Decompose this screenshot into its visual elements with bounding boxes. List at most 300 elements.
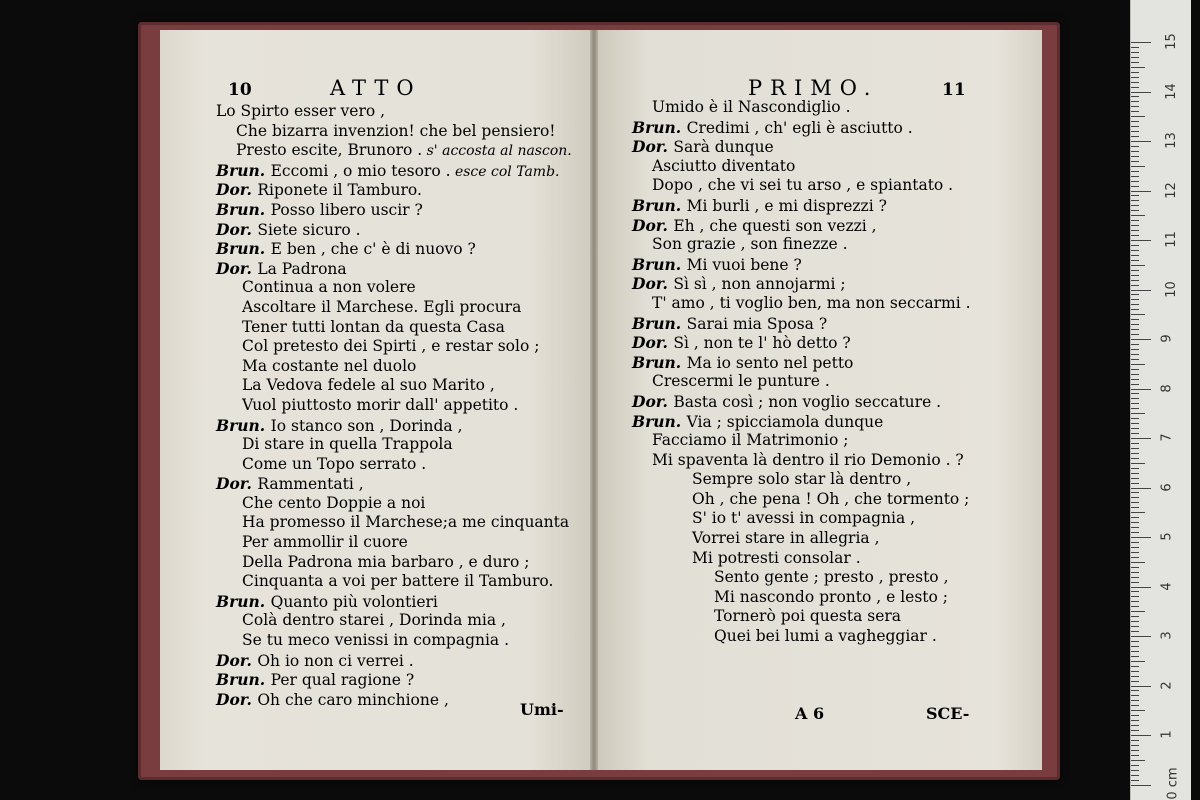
text-line — [216, 592, 572, 612]
ruler-tick — [1131, 631, 1139, 632]
line-text: Credimi , ch' egli è asciutto . — [686, 118, 913, 137]
ruler-tick — [1131, 483, 1139, 484]
speaker-name: Brun. — [216, 160, 271, 180]
line-text: Asciutto diventato — [652, 156, 796, 175]
line-text: Mi nascondo pronto , e lesto ; — [714, 587, 948, 606]
ruler-tick — [1131, 433, 1139, 434]
text-line — [216, 396, 572, 416]
line-text: Riponete il Tamburo. — [257, 181, 422, 200]
ruler-tick — [1131, 314, 1145, 315]
ruler-tick — [1131, 700, 1139, 701]
ruler-tick — [1131, 651, 1139, 652]
text-line — [216, 416, 572, 436]
ruler-tick — [1131, 641, 1139, 642]
ruler-number: 12 — [1163, 181, 1179, 199]
ruler-tick — [1131, 344, 1139, 345]
line-text: E ben , che c' è di nuovo ? — [270, 240, 476, 259]
ruler-tick — [1131, 458, 1139, 459]
ruler-tick — [1131, 567, 1139, 568]
ruler-tick — [1131, 191, 1151, 192]
text-line — [632, 412, 971, 432]
line-text: Vuol piuttosto morir dall' appetito . — [242, 395, 519, 414]
ruler-tick — [1131, 686, 1151, 687]
ruler-tick — [1131, 408, 1139, 409]
line-text: Per ammollir il cuore — [242, 533, 408, 552]
text-line — [216, 494, 572, 514]
signature-mark: A 6 — [795, 704, 825, 723]
text-line — [632, 431, 971, 451]
ruler-tick — [1131, 423, 1139, 424]
speaker-name: Dor. — [216, 689, 258, 709]
line-text: Son grazie , son finezze . — [652, 235, 848, 254]
speaker-name: Brun. — [216, 415, 271, 435]
left-catchword: Umi- — [520, 700, 564, 719]
ruler-number: 1 — [1159, 730, 1175, 739]
line-text: Sì sì , non annojarmi ; — [673, 275, 846, 294]
ruler-tick — [1131, 324, 1139, 325]
ruler-tick — [1131, 512, 1145, 513]
text-line — [632, 490, 971, 510]
ruler-tick — [1131, 364, 1145, 365]
ruler-number: 15 — [1163, 33, 1179, 50]
ruler-tick — [1131, 121, 1139, 122]
ruler-number: 2 — [1159, 680, 1175, 690]
ruler-tick — [1131, 413, 1145, 414]
ruler-tick — [1131, 492, 1139, 493]
stage-direction: s' accosta al nascon. — [422, 143, 572, 160]
ruler-tick — [1131, 294, 1139, 295]
line-text: Eccomi , o mio tesoro . — [270, 161, 451, 180]
ruler-tick — [1131, 542, 1139, 543]
speaker-name: Dor. — [632, 215, 674, 235]
speaker-name: Brun. — [632, 117, 687, 137]
ruler-tick — [1131, 141, 1151, 142]
ruler-tick — [1131, 478, 1139, 479]
text-line — [632, 509, 971, 529]
text-line — [632, 137, 971, 157]
line-text: Vorrei stare in allegria , — [692, 529, 880, 548]
line-text: Io stanco son , Dorinda , — [270, 416, 463, 435]
ruler-tick — [1131, 176, 1139, 177]
line-text: Facciamo il Matrimonio ; — [652, 431, 849, 450]
text-line — [632, 294, 971, 314]
line-text: Dopo , che vi sei tu arso , e spiantato . — [652, 176, 954, 195]
text-line — [216, 259, 572, 279]
ruler-tick — [1131, 304, 1139, 305]
text-line — [216, 278, 572, 298]
speaker-name: Dor. — [216, 474, 258, 494]
ruler-tick — [1131, 418, 1139, 419]
ruler-tick — [1131, 532, 1139, 533]
text-line — [632, 196, 971, 216]
ruler-number: 7 — [1159, 433, 1175, 442]
stage-direction: esce col Tamb. — [450, 163, 560, 180]
ruler-tick — [1131, 349, 1139, 350]
ruler-tick — [1131, 507, 1139, 508]
line-text: Mi potresti consolar . — [692, 548, 861, 567]
ruler-tick — [1131, 285, 1139, 286]
text-line — [632, 157, 971, 177]
text-line — [632, 568, 971, 588]
ruler-tick — [1131, 473, 1139, 474]
ruler-tick — [1131, 87, 1139, 88]
ruler-tick — [1131, 389, 1151, 390]
text-line — [216, 220, 572, 240]
line-text: Se tu meco venissi in compagnia . — [242, 631, 510, 650]
line-text: Posso libero uscir ? — [270, 200, 423, 219]
ruler-tick — [1131, 587, 1151, 588]
ruler-tick — [1131, 775, 1139, 776]
text-line — [632, 549, 971, 569]
ruler-tick — [1131, 151, 1139, 152]
speaker-name: Dor. — [632, 274, 674, 294]
ruler-tick — [1131, 77, 1139, 78]
ruler-tick — [1131, 220, 1139, 221]
ruler-tick — [1131, 527, 1139, 528]
text-line — [216, 670, 572, 690]
ruler-tick — [1131, 735, 1151, 736]
ruler-tick — [1131, 770, 1139, 771]
line-text: Che bizarra invenzion! che bel pensiero! — [236, 121, 556, 140]
line-text: La Padrona — [257, 259, 347, 278]
ruler-tick — [1131, 502, 1139, 503]
ruler-tick — [1131, 106, 1139, 107]
ruler-tick — [1131, 260, 1139, 261]
speaker-name: Brun. — [632, 411, 687, 431]
line-text: Sempre solo star là dentro , — [692, 470, 912, 489]
ruler-tick — [1131, 101, 1139, 102]
ruler-tick — [1131, 181, 1139, 182]
text-line — [216, 513, 572, 533]
text-line — [632, 98, 971, 118]
left-text-block — [216, 102, 572, 709]
ruler-tick — [1131, 785, 1151, 786]
ruler-tick — [1131, 537, 1151, 538]
ruler-tick — [1131, 265, 1145, 266]
ruler-tick — [1131, 52, 1139, 53]
ruler-tick — [1131, 116, 1145, 117]
ruler-tick — [1131, 725, 1139, 726]
ruler-tick — [1131, 661, 1145, 662]
ruler-number: 14 — [1163, 82, 1179, 100]
text-line — [216, 611, 572, 631]
line-text: Ascoltare il Marchese. Egli procura — [242, 297, 522, 316]
ruler-tick — [1131, 715, 1139, 716]
ruler-tick — [1131, 136, 1139, 137]
text-line — [216, 474, 572, 494]
ruler-tick — [1131, 146, 1139, 147]
line-text: Sento gente ; presto , presto , — [714, 568, 949, 587]
ruler-tick — [1131, 92, 1151, 93]
ruler-tick — [1131, 205, 1139, 206]
speaker-name: Dor. — [216, 180, 258, 200]
ruler-tick — [1131, 369, 1139, 370]
ruler-tick — [1131, 42, 1151, 43]
line-text: Mi vuoi bene ? — [686, 255, 802, 274]
ruler-tick — [1131, 57, 1139, 58]
text-line — [216, 690, 572, 710]
ruler-tick — [1131, 710, 1145, 711]
text-line — [216, 141, 572, 161]
ruler-number: 10 — [1163, 280, 1179, 298]
line-text: Mi burli , e mi disprezzi ? — [686, 196, 887, 215]
book-gutter — [590, 30, 598, 770]
ruler-unit-label: 0 cm — [1165, 767, 1181, 800]
ruler-tick — [1131, 235, 1139, 236]
ruler-tick — [1131, 448, 1139, 449]
ruler-tick — [1131, 547, 1139, 548]
line-text: Ma costante nel duolo — [242, 356, 417, 375]
ruler-tick — [1131, 591, 1139, 592]
text-line — [216, 161, 572, 181]
speaker-name: Dor. — [632, 391, 674, 411]
ruler-tick — [1131, 210, 1139, 211]
line-text: Basta così ; non voglio seccature . — [673, 392, 942, 411]
line-text: Di stare in quella Trappola — [242, 435, 453, 454]
ruler-tick — [1131, 255, 1139, 256]
ruler-tick — [1131, 681, 1139, 682]
line-text: Crescermi le punture . — [652, 372, 830, 391]
ruler-tick — [1131, 374, 1139, 375]
ruler-tick — [1131, 166, 1145, 167]
ruler-tick — [1131, 676, 1139, 677]
line-text: Continua a non volere — [242, 278, 416, 297]
ruler-tick — [1131, 403, 1139, 404]
ruler-tick — [1131, 517, 1139, 518]
ruler-tick — [1131, 760, 1145, 761]
ruler-tick — [1131, 695, 1139, 696]
ruler-tick — [1131, 319, 1139, 320]
text-line — [632, 470, 971, 490]
line-text: Lo Spirto esser vero , — [216, 102, 386, 120]
ruler-tick — [1131, 582, 1139, 583]
ruler-tick — [1131, 601, 1139, 602]
ruler-tick — [1131, 636, 1151, 637]
ruler-tick — [1131, 562, 1145, 563]
text-line — [632, 627, 971, 647]
text-line — [216, 122, 572, 142]
ruler-tick — [1131, 705, 1139, 706]
line-text: Tener tutti lontan da questa Casa — [242, 317, 505, 336]
right-running-head: PRIMO. — [748, 76, 879, 100]
ruler-tick — [1131, 626, 1139, 627]
line-text: Siete sicuro . — [257, 220, 361, 239]
text-line — [632, 176, 971, 196]
ruler-tick — [1131, 745, 1139, 746]
text-line — [216, 651, 572, 671]
ruler-number: 5 — [1159, 532, 1175, 541]
ruler-tick — [1131, 740, 1139, 741]
text-line — [216, 318, 572, 338]
text-line — [632, 314, 971, 334]
text-line — [632, 216, 971, 236]
line-text: Sì , non te l' hò detto ? — [673, 334, 851, 353]
ruler-tick — [1131, 156, 1139, 157]
ruler-tick — [1131, 755, 1139, 756]
text-line — [216, 102, 572, 122]
ruler-tick — [1131, 616, 1139, 617]
ruler-tick — [1131, 611, 1145, 612]
text-line — [632, 274, 971, 294]
line-text: Ha promesso il Marchese;a me cinquanta — [242, 513, 570, 532]
line-text: Sarai mia Sposa ? — [686, 314, 828, 333]
text-line — [216, 533, 572, 553]
line-text: Per qual ragione ? — [270, 671, 415, 690]
ruler-number: 9 — [1159, 334, 1175, 343]
ruler-tick — [1131, 270, 1139, 271]
line-text: La Vedova fedele al suo Marito , — [242, 376, 495, 395]
text-line — [216, 200, 572, 220]
ruler-tick — [1131, 131, 1139, 132]
ruler-number: 3 — [1159, 631, 1175, 640]
ruler-tick — [1131, 250, 1139, 251]
ruler-tick — [1131, 443, 1139, 444]
right-catchword: SCE- — [926, 704, 970, 723]
ruler-tick — [1131, 750, 1139, 751]
text-line — [216, 455, 572, 475]
ruler-number: 13 — [1163, 132, 1179, 149]
ruler-number: 4 — [1159, 581, 1175, 591]
ruler-tick — [1131, 497, 1139, 498]
line-text: Mi spaventa là dentro il rio Demonio . ? — [652, 450, 964, 469]
ruler-tick — [1131, 230, 1139, 231]
ruler-tick — [1131, 453, 1139, 454]
text-line — [632, 353, 971, 373]
speaker-name: Brun. — [632, 313, 687, 333]
speaker-name: Brun. — [216, 199, 271, 219]
left-running-head: ATTO — [330, 76, 422, 100]
ruler-tick — [1131, 309, 1139, 310]
text-line — [632, 118, 971, 138]
ruler-tick — [1131, 690, 1139, 691]
text-line — [216, 376, 572, 396]
ruler-tick — [1131, 195, 1139, 196]
line-text: Via ; spicciamola dunque — [686, 412, 884, 431]
ruler-tick — [1131, 329, 1139, 330]
ruler-tick — [1131, 354, 1139, 355]
ruler-tick — [1131, 171, 1139, 172]
ruler-number: 8 — [1159, 383, 1175, 393]
ruler-tick — [1131, 606, 1139, 607]
ruler-tick — [1131, 275, 1139, 276]
ruler-tick — [1131, 666, 1139, 667]
ruler-tick — [1131, 438, 1151, 439]
line-text: Sarà dunque — [673, 138, 774, 157]
line-text: Della Padrona mia barbaro , e duro ; — [242, 552, 530, 571]
line-text: T' amo , ti voglio ben, ma non seccarmi . — [652, 293, 971, 312]
text-line — [632, 235, 971, 255]
text-line — [632, 392, 971, 412]
ruler-tick — [1131, 577, 1139, 578]
ruler-number: 6 — [1159, 482, 1175, 492]
ruler-tick — [1131, 398, 1139, 399]
ruler-tick — [1131, 646, 1139, 647]
text-line — [216, 553, 572, 573]
text-line — [216, 337, 572, 357]
ruler-tick — [1131, 299, 1139, 300]
ruler-tick — [1131, 463, 1145, 464]
ruler-tick — [1131, 522, 1139, 523]
line-text: Come un Topo serrato . — [242, 454, 427, 473]
left-folio: 10 — [228, 80, 252, 100]
text-line — [216, 357, 572, 377]
ruler-tick — [1131, 72, 1139, 73]
ruler-tick — [1131, 47, 1139, 48]
text-line — [632, 451, 971, 471]
line-text: Oh , che pena ! Oh , che tormento ; — [692, 489, 970, 508]
ruler-tick — [1131, 280, 1139, 281]
text-line — [216, 572, 572, 592]
ruler-tick — [1131, 339, 1151, 340]
text-line — [632, 607, 971, 627]
speaker-name: Dor. — [632, 333, 674, 353]
ruler-tick — [1131, 720, 1139, 721]
ruler-tick — [1131, 428, 1139, 429]
text-line — [632, 255, 971, 275]
line-text: Quanto più volontieri — [270, 592, 438, 611]
ruler-tick — [1131, 96, 1139, 97]
line-text: Tornerò poi questa sera — [714, 607, 902, 626]
ruler-tick — [1131, 240, 1151, 241]
ruler-tick — [1131, 765, 1139, 766]
text-line — [632, 529, 971, 549]
ruler-tick — [1131, 186, 1139, 187]
ruler-tick — [1131, 621, 1139, 622]
line-text: Oh io non ci verrei . — [257, 651, 414, 670]
ruler-tick — [1131, 596, 1139, 597]
ruler-tick — [1131, 245, 1139, 246]
ruler-tick — [1131, 82, 1139, 83]
ruler-tick — [1131, 215, 1145, 216]
line-text: Quei bei lumi a vagheggiar . — [714, 627, 937, 646]
speaker-name: Brun. — [216, 239, 271, 259]
line-text: Cinquanta a voi per battere il Tamburo. — [242, 572, 554, 591]
ruler-tick — [1131, 780, 1139, 781]
text-line — [216, 435, 572, 455]
ruler-tick — [1131, 62, 1139, 63]
ruler-tick — [1131, 126, 1139, 127]
ruler-tick — [1131, 379, 1139, 380]
line-text: Ma io sento nel petto — [686, 353, 854, 372]
ruler-tick — [1131, 393, 1139, 394]
line-text: Eh , che questi son vezzi , — [673, 216, 877, 235]
line-text: Col pretesto dei Spirti , e restar solo ; — [242, 337, 540, 356]
ruler-tick — [1131, 468, 1139, 469]
ruler-tick — [1131, 225, 1139, 226]
text-line — [632, 372, 971, 392]
ruler-tick — [1131, 67, 1145, 68]
line-text: S' io t' avessi in compagnia , — [692, 509, 916, 528]
ruler-tick — [1131, 359, 1139, 360]
right-text-block — [632, 98, 971, 647]
right-folio: 11 — [942, 80, 966, 100]
ruler-tick — [1131, 557, 1139, 558]
ruler-tick — [1131, 552, 1139, 553]
text-line — [632, 333, 971, 353]
text-line — [216, 298, 572, 318]
ruler-tick — [1131, 111, 1139, 112]
speaker-name: Dor. — [216, 219, 258, 239]
ruler-tick — [1131, 384, 1139, 385]
speaker-name: Dor. — [216, 650, 258, 670]
text-line — [632, 588, 971, 608]
ruler-tick — [1131, 200, 1139, 201]
speaker-name: Brun. — [632, 352, 687, 372]
line-text: Che cento Doppie a noi — [242, 493, 426, 512]
ruler-tick — [1131, 488, 1151, 489]
line-text: Rammentati , — [257, 475, 364, 494]
speaker-name: Dor. — [632, 137, 674, 157]
